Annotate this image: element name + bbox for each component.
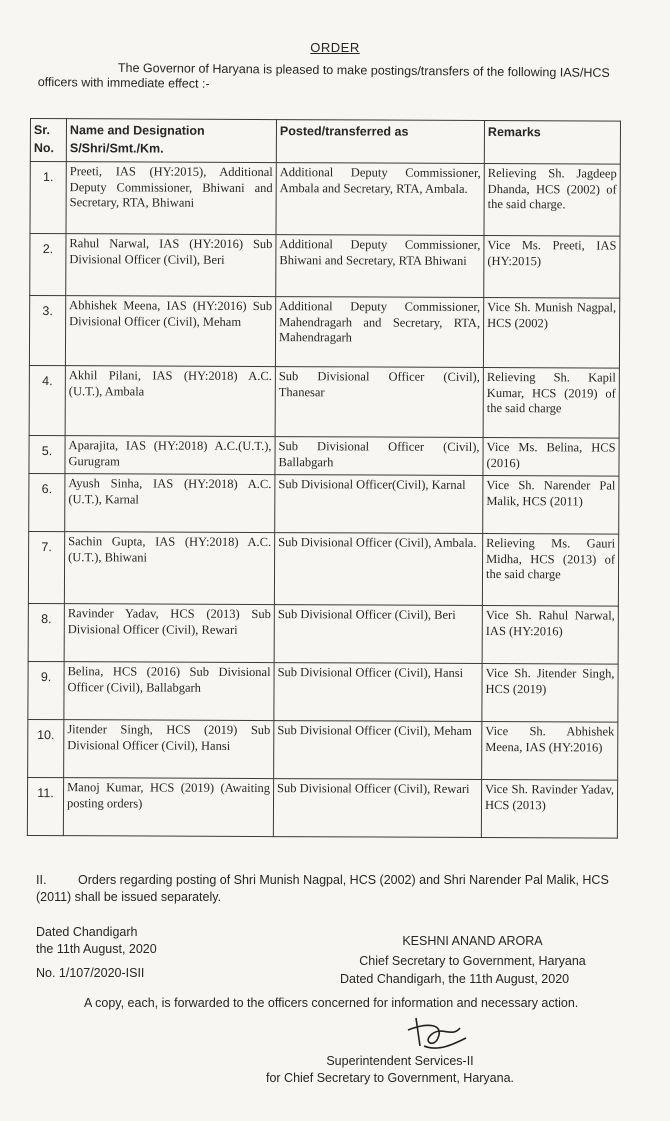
dated-date: the 11th August, 2020	[36, 942, 157, 956]
cell-posted-as: Additional Deputy Commissioner, Mahendragarh and Secretary, RTA, Mahendragarh	[275, 297, 483, 368]
cell-remarks: Vice Sh. Munish Nagpal, HCS (2002)	[483, 297, 619, 368]
cell-posted-as: Sub Divisional Officer (Civil), Beri	[274, 605, 482, 664]
superintendent-for: for Chief Secretary to Government, Haryana.	[265, 1071, 515, 1085]
table-row	[30, 162, 620, 237]
table-row	[28, 661, 618, 722]
note-number: II.	[36, 873, 47, 887]
cell-remarks: Vice Sh. Rahul Narwal, IAS (HY:2016)	[482, 605, 618, 664]
cell-name-designation: Sachin Gupta, IAS (HY:2018) A.C.(U.T.), Bhiwani	[64, 532, 274, 605]
cell-sr-no: 9.	[28, 661, 64, 719]
cell-remarks: Vice Sh. Jitender Singh, HCS (2019)	[482, 663, 618, 722]
cell-posted-as: Sub Divisional Officer (Civil), Meham	[274, 721, 482, 780]
table-header-row	[30, 119, 620, 165]
signatory-name: KESHNI ANAND ARORA	[402, 934, 543, 948]
cell-name-designation: Jitender Singh, HCS (2019) Sub Divisional Officer (Civil), Hansi	[64, 720, 274, 779]
cell-posted-as: Sub Divisional Officer (Civil), Thanesar	[275, 367, 483, 438]
cell-sr-no: 4.	[29, 365, 65, 435]
cell-name-designation: Ravinder Yadav, HCS (2013) Sub Divisional Officer (Civil), Rewari	[64, 604, 274, 663]
superintendent-title: Superintendent Services-II	[326, 1054, 474, 1068]
cell-name-designation: Belina, HCS (2016) Sub Divisional Officer (Civil), Ballabgarh	[64, 662, 274, 721]
cell-remarks: Relieving Ms. Gauri Midha, HCS (2013) of the said charge	[482, 533, 618, 606]
table-row	[29, 473, 619, 534]
cell-name-designation: Aparajita, IAS (HY:2018) A.C.(U.T.), Gurugram	[65, 436, 275, 475]
cell-remarks: Vice Ms. Preeti, IAS (HY:2015)	[484, 235, 620, 298]
table-row	[28, 603, 618, 664]
cell-posted-as: Sub Divisional Officer(Civil), Karnal	[275, 475, 483, 534]
cell-sr-no: 11.	[27, 777, 63, 835]
order-heading: ORDER	[310, 40, 360, 55]
table-row	[29, 365, 619, 438]
table-row	[29, 435, 619, 476]
cell-remarks: Vice Sh. Ravinder Yadav, HCS (2013)	[481, 779, 617, 838]
cell-posted-as: Sub Divisional Officer (Civil), Rewari	[273, 779, 481, 838]
cell-sr-no: 7.	[28, 531, 64, 603]
cell-sr-no: 3.	[29, 296, 65, 366]
signatory-title: Chief Secretary to Government, Haryana	[359, 954, 586, 968]
table-row	[28, 531, 618, 606]
cell-sr-no: 2.	[30, 234, 66, 296]
intro-paragraph: The Governor of Haryana is pleased to make postings/transfers of the following IAS/HCS officers with immediate effect :-	[37, 60, 610, 91]
cell-name-designation: Akhil Pilani, IAS (HY:2018) A.C.(U.T.), Ambala	[65, 366, 275, 437]
header-posted-transferred: Posted/transferred as	[276, 120, 484, 164]
reference-number: No. 1/107/2020-ISII	[36, 966, 145, 980]
signatory-block	[340, 931, 605, 971]
cell-posted-as: Additional Deputy Commissioner, Bhiwani and Secretary, RTA Bhiwani	[276, 235, 484, 298]
cell-sr-no: 10.	[28, 719, 64, 777]
cell-sr-no: 8.	[28, 603, 64, 661]
cell-sr-no: 1.	[30, 162, 66, 234]
cell-posted-as: Sub Divisional Officer (Civil), Ambala.	[274, 533, 482, 606]
table-row	[27, 777, 617, 838]
copy-forward-text: A copy, each, is forwarded to the officers concerned for information and necessary action.	[84, 996, 579, 1010]
cell-remarks: Relieving Sh. Kapil Kumar, HCS (2019) of the said charge	[483, 367, 619, 438]
note-text: Orders regarding posting of Shri Munish Nagpal, HCS (2002) and Shri Narender Pal Malik, HCS (2011) shall be issued separately.	[36, 873, 609, 904]
dated-line-2: Dated Chandigarh, the 11th August, 2020	[340, 972, 570, 986]
cell-remarks: Vice Ms. Belina, HCS (2016)	[483, 437, 619, 476]
cell-name-designation: Ayush Sinha, IAS (HY:2018) A.C.(U.T.), Karnal	[65, 474, 275, 533]
header-sr-no: Sr. No.	[30, 119, 66, 162]
superintendent-block	[0, 1053, 670, 1087]
cell-name-designation: Rahul Narwal, IAS (HY:2016) Sub Divisional Officer (Civil), Beri	[66, 234, 276, 297]
dated-block	[36, 924, 157, 958]
table-row	[28, 719, 618, 780]
cell-remarks: Vice Sh. Narender Pal Malik, HCS (2011)	[483, 475, 619, 534]
table-row	[30, 234, 620, 299]
cell-sr-no: 5.	[29, 435, 65, 473]
cell-remarks: Relieving Sh. Jagdeep Dhanda, HCS (2002) of the said charge.	[484, 163, 620, 236]
header-name-designation: Name and Designation S/Shri/Smt./Km.	[66, 119, 276, 163]
table-row	[29, 296, 619, 369]
cell-posted-as: Sub Divisional Officer (Civil), Ballabgarh	[275, 437, 483, 476]
note-paragraph	[36, 872, 620, 906]
cell-sr-no: 6.	[29, 473, 65, 531]
cell-name-designation: Manoj Kumar, HCS (2019) (Awaiting posting orders)	[63, 778, 273, 837]
postings-table	[27, 118, 621, 839]
cell-name-designation: Preeti, IAS (HY:2015), Additional Deputy Commissioner, Bhiwani and Secretary, RTA, Bhiwani	[66, 162, 276, 235]
signature	[398, 1008, 478, 1058]
cell-name-designation: Abhishek Meena, IAS (HY:2016) Sub Divisional Officer (Civil), Meham	[65, 296, 275, 367]
cell-posted-as: Additional Deputy Commissioner, Ambala and Secretary, RTA, Ambala.	[276, 163, 484, 236]
dated-place: Dated Chandigarh	[36, 925, 138, 939]
header-remarks: Remarks	[484, 120, 620, 164]
cell-posted-as: Sub Divisional Officer (Civil), Hansi	[274, 663, 482, 722]
cell-remarks: Vice Sh. Abhishek Meena, IAS (HY:2016)	[482, 721, 618, 780]
